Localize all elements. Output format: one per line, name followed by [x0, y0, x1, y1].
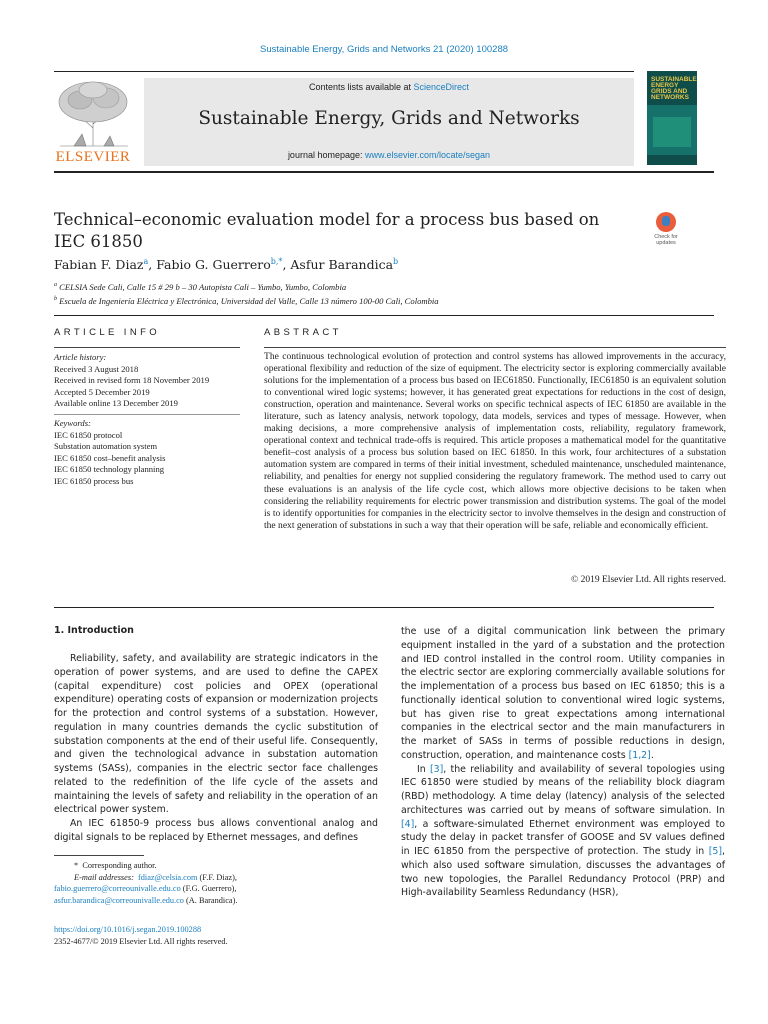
affiliation-item	[54, 293, 694, 307]
sciencedirect-link[interactable]: ScienceDirect	[413, 82, 470, 92]
history-label: Article history:	[54, 352, 107, 362]
paragraph-text: the use of a digital communication link between the primary equipment installed in the yard of a substation and the protection and IED control installed in the control room. Utility companies in the electric sector are exploring commercially available solutions for the implementation of a process bus based on IEC 61850; this is a functionally identical solution to conventional wired logic systems, but has given rise to great expectations among international companies in the electrical sector and the main manufacturers in the market of SASs in terms of possible reductions in design, construction, operation, and maintenance costs	[401, 626, 725, 761]
paragraph	[401, 625, 725, 763]
footnotes	[54, 860, 378, 906]
author-name[interactable]: Fabio G. Guerrero	[156, 257, 271, 273]
keyword-item: IEC 61850 cost–benefit analysis	[54, 452, 166, 463]
contents-line	[144, 82, 634, 92]
email-owner: (A. Barandica).	[183, 895, 238, 905]
journal-homepage-link[interactable]: www.elsevier.com/locate/segan	[365, 150, 491, 160]
article-title: Technical–economic evaluation model for a process bus based on IEC 61850	[54, 210, 600, 251]
email-owner: (F.G. Guerrero),	[180, 884, 237, 893]
abstract-heading: ABSTRACT	[264, 327, 342, 338]
keywords-rule	[54, 414, 240, 415]
author-separator: ,	[148, 257, 157, 273]
paragraph	[401, 763, 725, 901]
history-item: Available online 13 December 2019	[54, 398, 178, 409]
email-label: E-mail addresses:	[74, 872, 134, 882]
cover-band-inner	[653, 117, 691, 147]
section-rule	[54, 607, 714, 608]
elsevier-logo[interactable]	[52, 78, 134, 166]
author-name[interactable]: Asfur Barandica	[290, 257, 394, 273]
footnote-rule	[54, 855, 144, 856]
homepage-line	[144, 150, 634, 160]
author-separator: ,	[282, 257, 291, 273]
doi-link[interactable]: https://doi.org/10.1016/j.segan.2019.100288	[54, 925, 202, 934]
keywords	[54, 418, 240, 488]
header-top-rule	[54, 71, 634, 72]
paragraph: An IEC 61850-9 process bus allows conventional analog and digital signals to be replaced by Ethernet messages, and defines	[54, 818, 378, 843]
keyword-item: Substation automation system	[54, 441, 158, 452]
paragraph-text: , a software-simulated Ethernet environment was employed to study the delay in packet transfer of GOOSE and SV values defined in IEC 61850 from the perspective of protection. The study in	[401, 818, 725, 857]
history-item: Received 3 August 2018	[54, 363, 139, 374]
paragraph-text: In	[417, 763, 430, 775]
history-item: Received in revised form 18 November 2019	[54, 375, 210, 386]
contents-prefix: Contents lists available at	[308, 82, 414, 92]
journal-title[interactable]: Sustainable Energy, Grids and Networks	[198, 108, 580, 129]
keyword-item: IEC 61850 protocol	[54, 429, 123, 440]
keyword-item: IEC 61850 technology planning	[54, 464, 165, 475]
body-column-right	[401, 625, 725, 900]
paragraph-text: .	[650, 749, 654, 761]
affiliation-text: Escuela de Ingeniería Eléctrica y Electrónica, Universidad del Valle, Calle 13 número 100-00 Cali, Colombia	[59, 295, 439, 306]
email-link[interactable]: fdiaz@celsia.com	[138, 872, 198, 882]
elsevier-tree-icon	[52, 78, 134, 148]
journal-banner	[144, 78, 634, 166]
elsevier-wordmark: ELSEVIER	[55, 149, 131, 165]
journal-cover-image[interactable]	[647, 71, 697, 165]
keywords-label: Keywords:	[54, 418, 91, 428]
body-text	[54, 652, 378, 845]
check-for-updates-button[interactable]	[648, 212, 684, 250]
footnote-text: Corresponding author.	[82, 861, 157, 870]
citation-link[interactable]: [1,2]	[628, 749, 651, 761]
check-updates-caption: Check for updates	[654, 234, 678, 246]
copyright-line: © 2019 Elsevier Ltd. All rights reserved.	[571, 575, 726, 585]
email-line	[54, 883, 378, 895]
affiliations	[54, 279, 694, 307]
section-rule	[54, 315, 714, 316]
article-info-rule	[54, 347, 240, 348]
author-affiliation-mark[interactable]: b,*	[270, 257, 283, 266]
citation-link[interactable]: [3]	[429, 763, 444, 775]
article-info-heading: ARTICLE INFO	[54, 327, 161, 338]
email-owner: (F.F. Diaz),	[197, 872, 237, 882]
email-link[interactable]: asfur.barandica@correounivalle.edu.co	[54, 895, 184, 905]
author-affiliation-mark[interactable]: a	[143, 257, 149, 266]
paragraph: Reliability, safety, and availability are strategic indicators in the operation of power systems, and are used to define the CAPEX (capital expenditure) cost policies and OPEX (operational expenditure) operating costs of expansion or modernization projects for the protection and control systems of a substation. However, regulation in many countries demands the cyclic substitution of substation components at the end of their useful life. Consequently, and given the technological advance in substation automation systems (SASs), companies in the electric sector face challenges related to the redefinition of the life cycle of the assets and maintaining the levels of safety and reliability in the operation of an electrical power system.	[54, 653, 378, 816]
check-updates-icon	[656, 212, 676, 232]
article-history	[54, 352, 240, 410]
corresponding-author-note	[54, 860, 378, 872]
keyword-item: IEC 61850 process bus	[54, 475, 134, 486]
section-heading: 1. Introduction	[54, 625, 134, 636]
abstract-text: The continuous technological evolution of protection and control systems has allowed improvements in the accuracy, operational flexibility and reduction of the size of equipment. The electricity sector is exploring commercially available solutions for the implementation of a process bus based on IEC61850. Functionally, IEC61850 is an equivalent solution to conventional wired logic systems; however, it has generated great expectations for reductions in the cost of design, construction, operation and maintenance. Several works on specific technical aspects of IEC 61850 are available in the literature, such as latency analysis, network topology, data models, services and types of message. However, when making decisions, a more comprehensive analysis of implementation costs, reliability, regulatory framework, operational context and technical trade-offs is required. This article proposes a mathematical model for the quantitative benefit–cost analysis of a process bus solution based on IEC 61850. In this work, four architectures of a substation automation system are compared in terms of their initial investment, scheduled maintenance, unscheduled maintenance, reliability, and penalties for energy not supplied considering the regulatory framework. The method used to carry out these evaluations is an analysis of the life cycle cost, which allows more objective decisions to be taken when considering the reliability requirements for electric power transmission and distribution systems. The goal of the model is to identify opportunities for companies in the electricity sector to involve themselves in the design and construction of the next generation of substations in such a way that their operation will be safe, reliable and economically efficient.	[264, 351, 726, 531]
body-column-left	[54, 625, 378, 845]
doi-block	[54, 924, 378, 948]
header-bottom-rule	[54, 171, 714, 173]
email-line	[54, 895, 378, 907]
paragraph-text: , the reliability and availability of several topologies using IEC 61850 were studied by means of the reliability block diagram (RBD) methodology. A time delay (latency) analysis of the selected architectures was carried out by means of software simulation. In	[401, 763, 725, 816]
affiliation-mark: a	[54, 282, 57, 288]
issn-line: 2352-4677/© 2019 Elsevier Ltd. All rights reserved.	[54, 937, 228, 946]
homepage-prefix: journal homepage:	[287, 150, 365, 160]
affiliation-text: CELSIA Sede Cali, Calle 15 # 29 b – 30 Autopista Cali – Yumbo, Yumbo, Colombia	[59, 281, 347, 292]
history-item: Accepted 5 December 2019	[54, 386, 150, 397]
author-list	[54, 257, 654, 272]
affiliation-item	[54, 279, 694, 293]
citation-link[interactable]: [4]	[401, 818, 415, 830]
citation-link[interactable]: [5]	[708, 846, 723, 857]
paragraph-text: , which also used software simulation, discusses the advantages of two new topologies, the Parallel Redundancy Protocol (PRP) and High-availability Seamless Redundancy (HSR),	[401, 846, 725, 899]
journal-reference[interactable]: Sustainable Energy, Grids and Networks 21 (2020) 100288	[259, 44, 509, 55]
author-affiliation-mark[interactable]: b	[393, 257, 399, 266]
abstract-rule	[264, 347, 726, 348]
email-line	[54, 872, 378, 884]
affiliation-mark: b	[54, 295, 57, 302]
author-name[interactable]: Fabian F. Diaz	[54, 257, 144, 273]
cover-title: SUSTAINABLE ENERGY GRIDS AND NETWORKS	[651, 76, 697, 101]
email-link[interactable]: fabio.guerrero@correounivalle.edu.co	[54, 884, 181, 893]
footnote-mark: *	[74, 861, 79, 870]
